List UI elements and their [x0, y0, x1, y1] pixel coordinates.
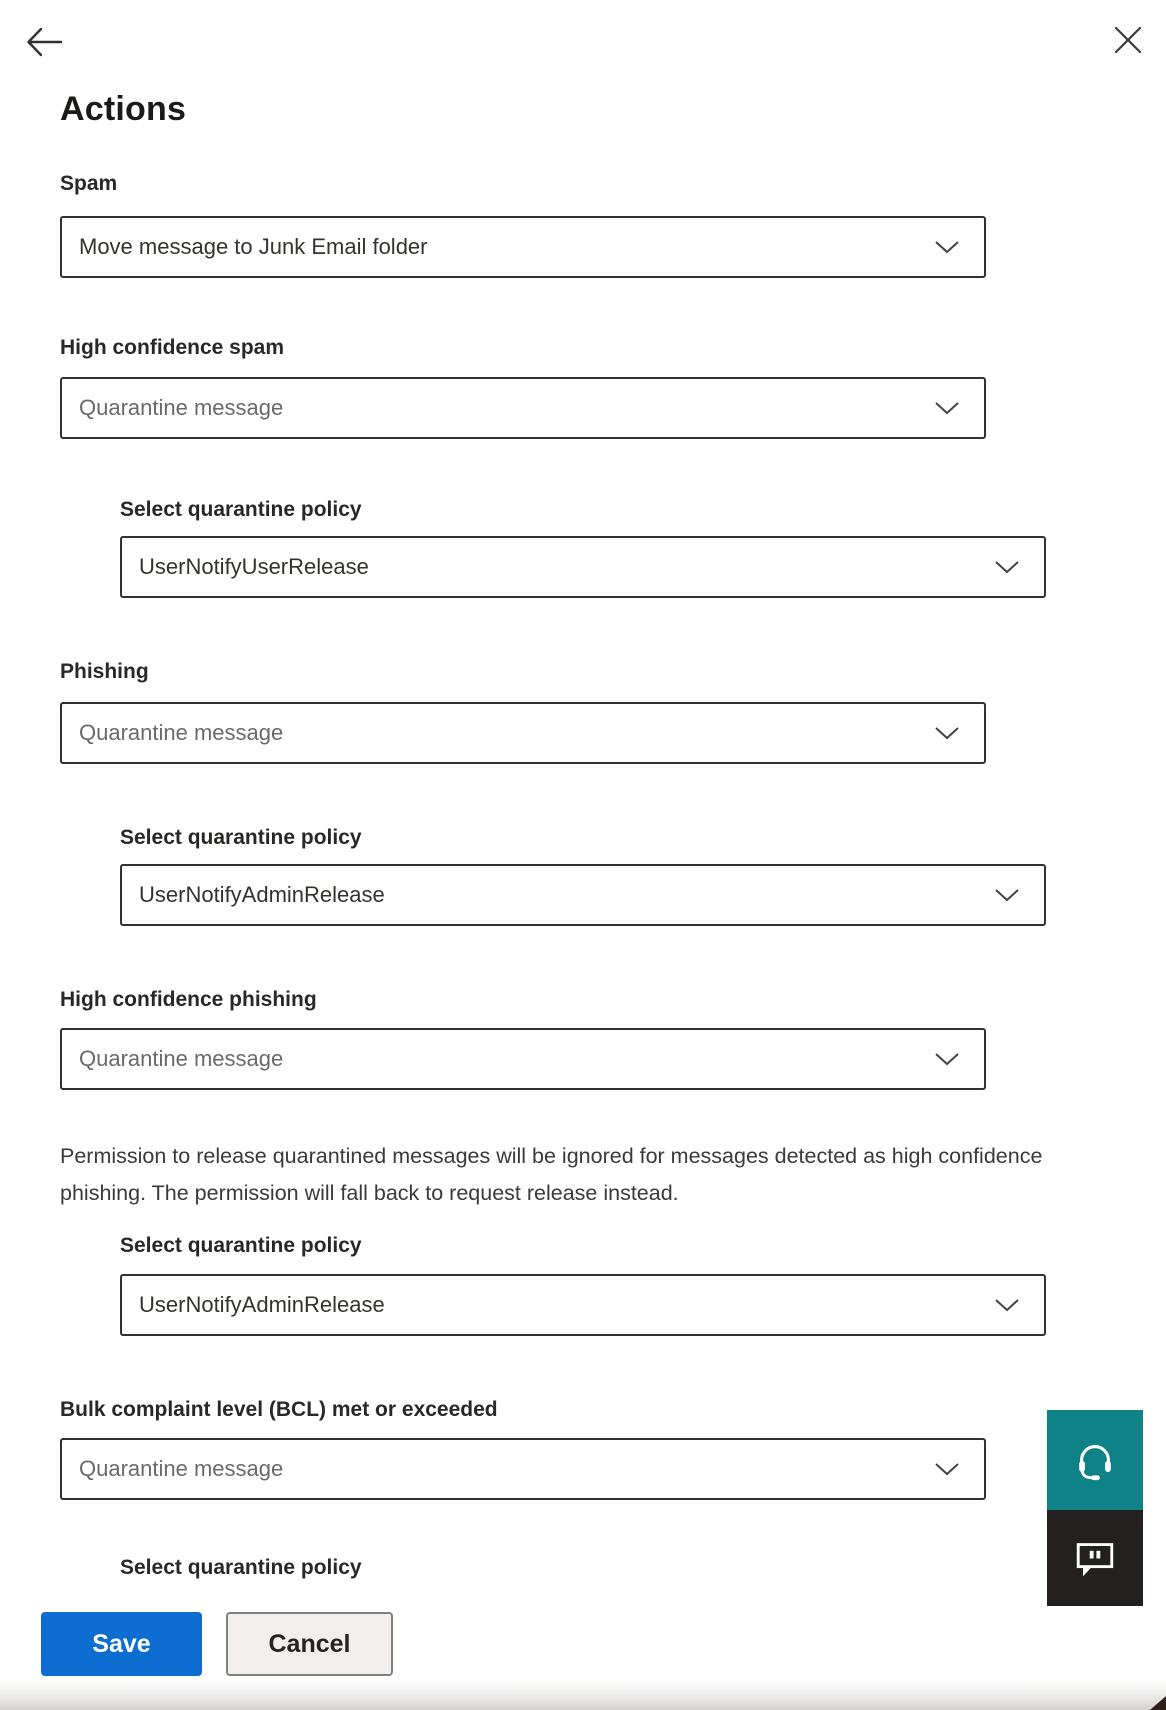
page-title: Actions: [60, 90, 187, 128]
footer-bar: [0, 1582, 1166, 1710]
spam-label: Spam: [60, 172, 118, 195]
high-confidence-phishing-action-dropdown[interactable]: [60, 1028, 986, 1090]
footer-bottom-fade: [0, 1679, 1166, 1710]
dropdown-value: Quarantine message: [79, 395, 284, 420]
chevron-down-icon: [934, 1052, 960, 1066]
feedback-button[interactable]: [1047, 1510, 1143, 1606]
bcl-label: Bulk complaint level (BCL) met or exceeded: [60, 1398, 498, 1421]
chevron-down-icon: [934, 240, 960, 254]
spam-action-dropdown[interactable]: [60, 216, 986, 278]
hcp-quarantine-policy-dropdown[interactable]: [120, 1274, 1046, 1336]
phishing-quarantine-policy-dropdown[interactable]: [120, 864, 1046, 926]
hcs-quarantine-policy-dropdown[interactable]: [120, 536, 1046, 598]
phishing-action-dropdown[interactable]: [60, 702, 986, 764]
quarantine-policy-label: Select quarantine policy: [120, 498, 362, 521]
arrow-left-icon: [25, 25, 63, 59]
dropdown-value: Quarantine message: [79, 1456, 284, 1481]
high-confidence-phishing-note: Permission to release quarantined messages will be ignored for messages detected as high confidence phishing. The permission will fall back to request release instead.: [60, 1144, 1043, 1205]
dropdown-value: Quarantine message: [79, 1046, 284, 1071]
cancel-button[interactable]: Cancel: [226, 1612, 393, 1676]
quarantine-policy-label: Select quarantine policy: [120, 826, 362, 849]
high-confidence-spam-action-dropdown[interactable]: [60, 377, 986, 439]
dropdown-value: UserNotifyAdminRelease: [139, 882, 385, 907]
dropdown-value: Move message to Junk Email folder: [79, 234, 428, 259]
back-button[interactable]: [24, 24, 64, 60]
high-confidence-phishing-label: High confidence phishing: [60, 988, 317, 1011]
high-confidence-spam-label: High confidence spam: [60, 336, 285, 359]
dropdown-value: Quarantine message: [79, 720, 284, 745]
chevron-down-icon: [934, 1462, 960, 1476]
close-x-icon: [1114, 26, 1142, 54]
quarantine-policy-label: Select quarantine policy: [120, 1234, 362, 1257]
dropdown-value: UserNotifyAdminRelease: [139, 1292, 385, 1317]
quarantine-policy-label-truncated: Select quarantine policy: [120, 1556, 362, 1579]
headset-icon: [1072, 1437, 1118, 1483]
support-button[interactable]: [1047, 1410, 1143, 1510]
dropdown-value: UserNotifyUserRelease: [139, 554, 369, 579]
chevron-down-icon: [934, 401, 960, 415]
save-button[interactable]: Save: [41, 1612, 202, 1676]
chevron-down-icon: [994, 560, 1020, 574]
chevron-down-icon: [934, 726, 960, 740]
chat-feedback-icon: [1072, 1535, 1118, 1581]
phishing-label: Phishing: [60, 660, 149, 683]
bcl-action-dropdown[interactable]: [60, 1438, 986, 1500]
close-button[interactable]: [1112, 24, 1144, 56]
chevron-down-icon: [994, 1298, 1020, 1312]
chevron-down-icon: [994, 888, 1020, 902]
